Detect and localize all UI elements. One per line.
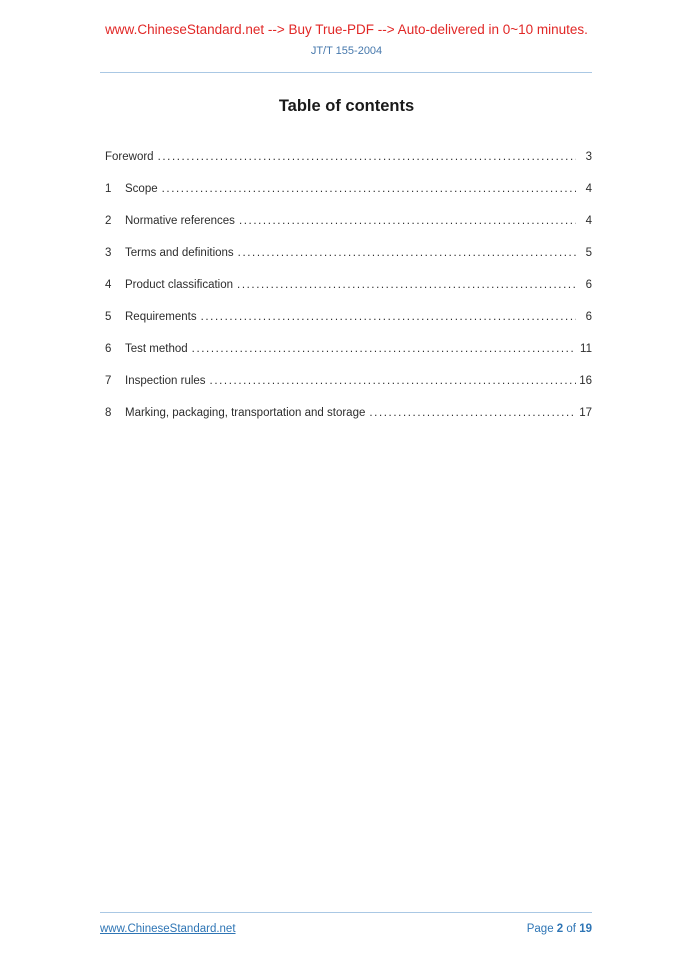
toc-entry	[105, 237, 592, 269]
toc-entry	[105, 301, 592, 333]
toc-entry	[105, 333, 592, 365]
toc-entry-number: 5	[105, 311, 112, 323]
doc-number: JT/T 155-2004	[310, 45, 383, 57]
page-indicator-total: 19	[579, 923, 592, 935]
toc-leader-dots	[210, 365, 576, 397]
toc-entry-label: Scope	[125, 183, 158, 195]
toc-entry-page: 6	[585, 311, 592, 323]
toc-entry-page: 4	[585, 183, 592, 195]
toc-entry-number: 1	[105, 183, 112, 195]
toc-leader-dots	[237, 269, 576, 301]
toc-entry-number: 7	[105, 375, 112, 387]
toc-entry-label: Product classification	[125, 279, 234, 291]
toc-entry-page: 4	[585, 215, 592, 227]
page-title: Table of contents	[278, 97, 415, 115]
toc-entry-label: Foreword	[105, 151, 154, 163]
toc-entry-number: 8	[105, 407, 112, 419]
toc-entry	[105, 269, 592, 301]
promo-banner: www.ChineseStandard.net --> Buy True-PDF --> Auto-delivered in 0~10 minutes.	[105, 22, 588, 37]
toc-leader-dots	[158, 141, 576, 173]
header-divider	[100, 72, 592, 73]
toc-leader-dots	[238, 237, 576, 269]
toc-leader-dots	[239, 205, 576, 237]
toc-entry	[105, 205, 592, 237]
page-footer	[100, 912, 592, 936]
table-of-contents	[105, 141, 592, 429]
toc-leader-dots	[369, 397, 576, 429]
page-indicator-of: of	[566, 923, 576, 935]
toc-entry-number: 4	[105, 279, 112, 291]
toc-entry-page: 6	[585, 279, 592, 291]
toc-entry-page: 3	[585, 151, 592, 163]
toc-entry-page: 11	[580, 343, 592, 355]
toc-entry-number: 2	[105, 215, 112, 227]
toc-entry-label: Normative references	[125, 215, 235, 227]
toc-entry-page: 5	[585, 247, 592, 259]
toc-entry	[105, 173, 592, 205]
toc-entry-page: 17	[579, 407, 592, 419]
page-indicator	[527, 922, 592, 936]
toc-entry	[105, 365, 592, 397]
toc-entry-number: 3	[105, 247, 112, 259]
toc-leader-dots	[162, 173, 576, 205]
toc-entry-label: Inspection rules	[125, 375, 206, 387]
page-indicator-current: 2	[556, 923, 564, 935]
toc-entry-label: Marking, packaging, transportation and storage	[125, 407, 366, 419]
toc-leader-dots	[201, 301, 576, 333]
toc-entry-page: 16	[579, 375, 592, 387]
toc-entry	[105, 141, 592, 173]
toc-entry	[105, 397, 592, 429]
toc-entry-label: Terms and definitions	[125, 247, 234, 259]
toc-leader-dots	[192, 333, 576, 365]
toc-entry-label: Test method	[125, 343, 188, 355]
toc-entry-number: 6	[105, 343, 112, 355]
site-link[interactable]: www.ChineseStandard.net	[100, 923, 236, 935]
page-indicator-label: Page	[526, 923, 554, 935]
toc-entry-label: Requirements	[125, 311, 197, 323]
